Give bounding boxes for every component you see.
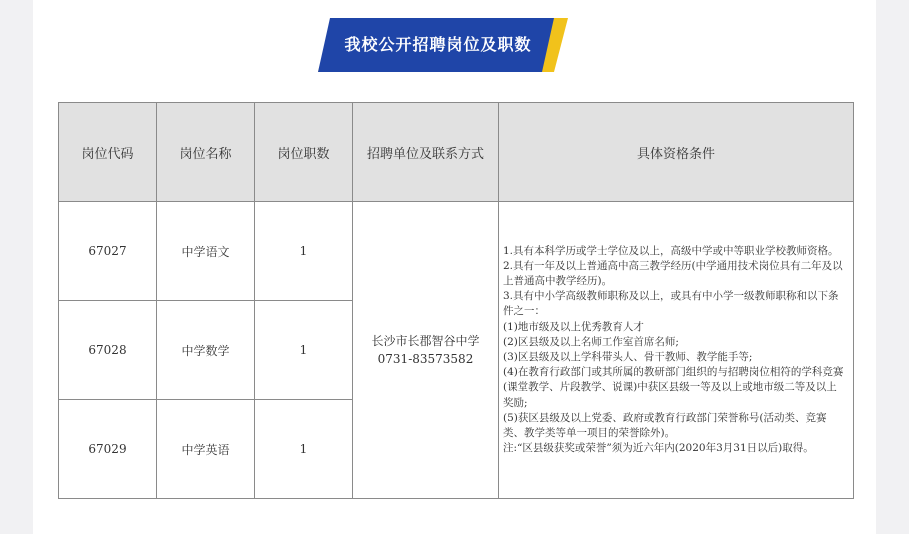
position-count: 1: [255, 202, 353, 301]
positions-table: [58, 102, 854, 499]
position-name: 中学语文: [157, 202, 255, 301]
title-banner: [318, 18, 568, 72]
position-name: 中学英语: [157, 400, 255, 499]
header-requirements: 具体资格条件: [499, 103, 854, 202]
requirement-item: 1.具有本科学历或学士学位及以上，高级中学或中等职业学校教师资格。: [503, 244, 839, 257]
requirement-item: 2.具有一年及以上普通高中高三教学经历(中学通用技术岗位具有二年及以上普通高中教学经历)。: [503, 259, 843, 287]
position-count: 1: [255, 400, 353, 499]
requirements-cell: [499, 202, 854, 499]
position-code: 67028: [59, 301, 157, 400]
position-code: 67027: [59, 202, 157, 301]
requirement-item: 3.具有中小学高级教师职称及以上，或具有中小学一级教师职称和以下条件之一：: [503, 290, 839, 318]
recruiting-unit-cell: [353, 202, 499, 499]
header-name: 岗位名称: [157, 103, 255, 202]
position-count: 1: [255, 301, 353, 400]
position-code: 67029: [59, 400, 157, 499]
requirement-item: (3)区县级及以上学科带头人、骨干教师、教学能手等;: [503, 351, 753, 363]
page-title: 我校公开招聘岗位及职数: [344, 35, 532, 54]
requirement-item: (4)在教育行政部门或其所属的教研部门组织的与招聘岗位相符的学科竞赛(课堂教学、片段教学、说课)中获区县级一等及以上或地市级二等及以上奖励;: [503, 366, 844, 409]
header-count: 岗位职数: [255, 103, 353, 202]
header-code: 岗位代码: [59, 103, 157, 202]
requirement-note: 注:“区县级获奖或荣誉”须为近六年内(2020年3月31日以后)取得。: [503, 442, 814, 455]
unit-phone: 0731-83573582: [377, 352, 474, 366]
header-unit: 招聘单位及联系方式: [353, 103, 499, 202]
table-row: [59, 202, 854, 301]
position-name: 中学数学: [157, 301, 255, 400]
requirement-item: (5)获区县级及以上党委、政府或教育行政部门荣誉称号(活动类、竞赛类、教学类等单一项目的荣誉除外)。: [503, 411, 827, 440]
requirement-item: (1)地市级及以上优秀教育人才: [503, 320, 644, 333]
table-header-row: [59, 103, 854, 202]
unit-name: 长沙市长郡智谷中学: [371, 334, 480, 348]
requirement-item: (2)区县级及以上名师工作室首席名师;: [503, 335, 679, 348]
